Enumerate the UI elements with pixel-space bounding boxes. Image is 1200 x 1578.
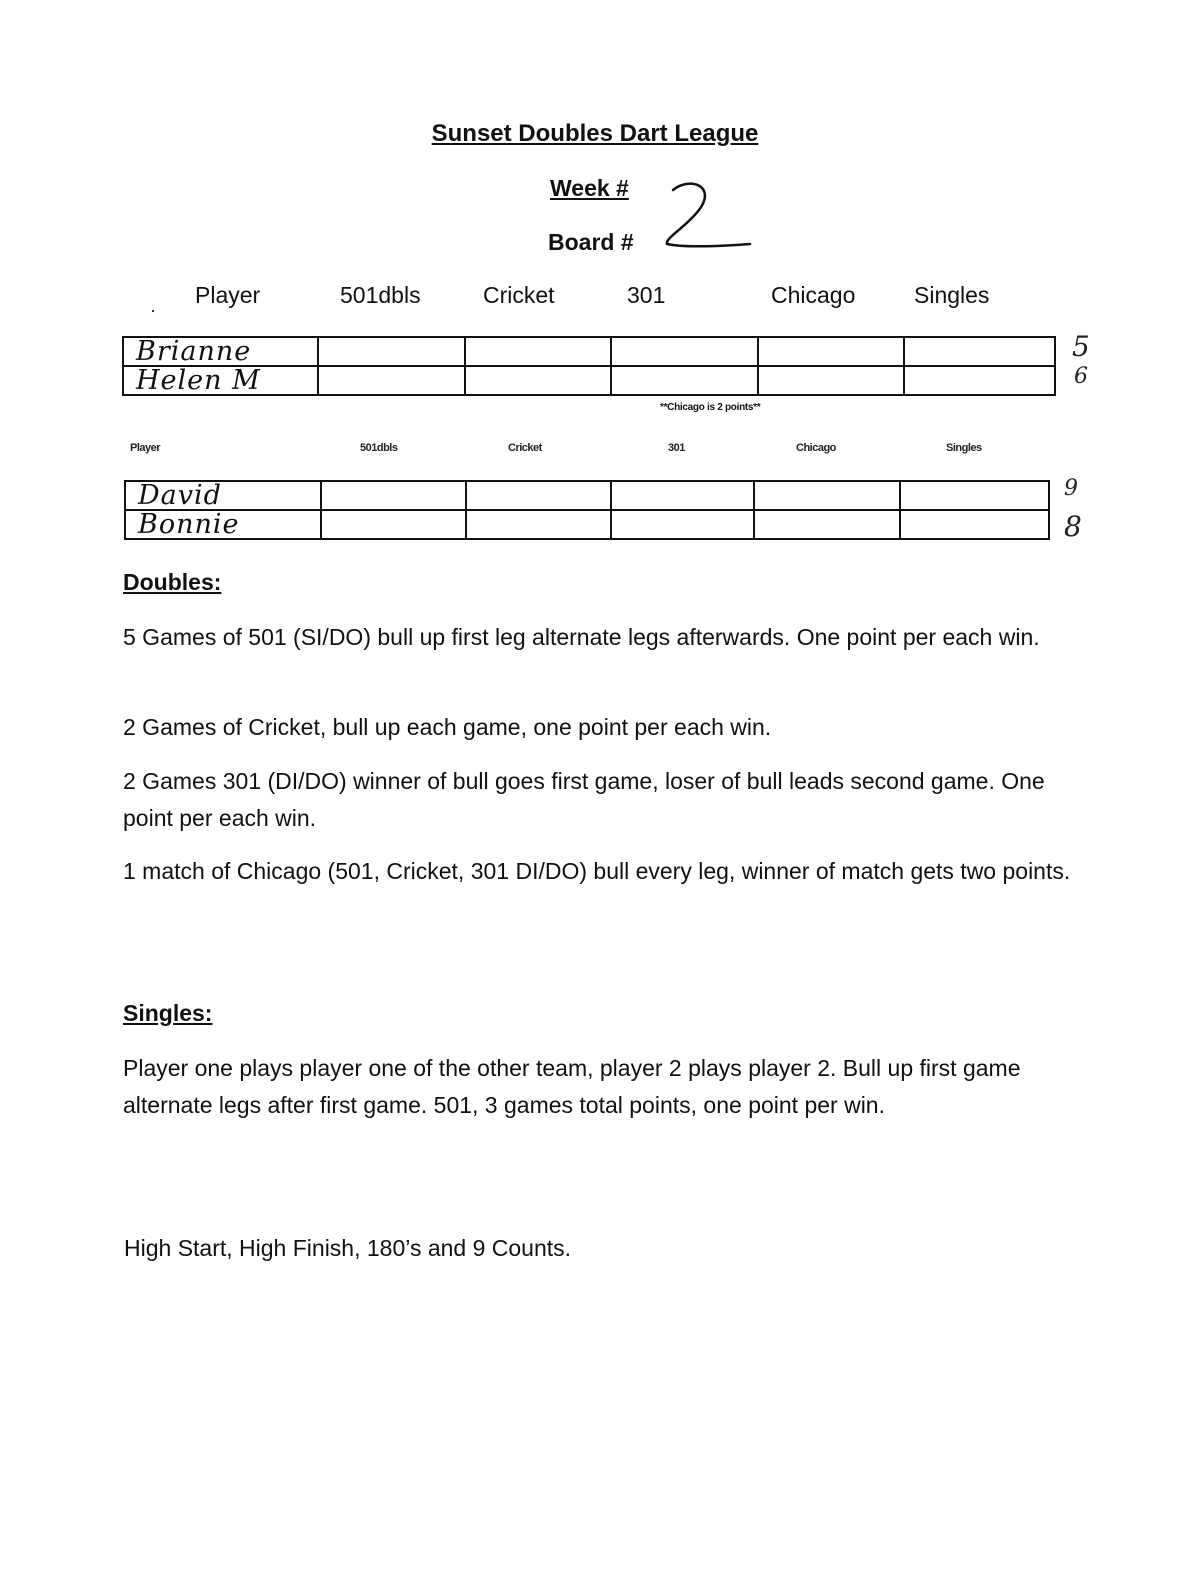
page-title: Sunset Doubles Dart League	[431, 120, 759, 147]
score-cell[interactable]	[318, 366, 465, 395]
singles-title: Singles:	[123, 1000, 213, 1026]
col-singles: Singles	[914, 282, 990, 308]
player-name[interactable]: Brianne	[123, 337, 318, 366]
col-301-small: 301	[668, 442, 685, 454]
score-cell[interactable]	[611, 481, 754, 510]
score-cell[interactable]	[758, 337, 905, 366]
footer-text: High Start, High Finish, 180’s and 9 Counts.	[124, 1235, 572, 1261]
score-cell[interactable]	[465, 366, 612, 395]
player-number: 9	[1064, 476, 1078, 501]
col-player-small: Player	[130, 442, 161, 454]
player-number: 8	[1064, 510, 1082, 543]
player-number: 6	[1074, 364, 1088, 389]
score-cell[interactable]	[321, 481, 466, 510]
doubles-title: Doubles:	[123, 569, 222, 595]
player-name[interactable]: Helen M	[123, 366, 318, 395]
score-cell[interactable]	[611, 337, 758, 366]
score-cell[interactable]	[466, 510, 611, 539]
score-cell[interactable]	[900, 481, 1049, 510]
score-cell[interactable]	[904, 337, 1055, 366]
col-301: 301	[627, 282, 666, 308]
player-number: 5	[1072, 330, 1090, 363]
score-cell[interactable]	[904, 366, 1055, 395]
score-cell[interactable]	[611, 510, 754, 539]
team1-score-table	[122, 336, 1056, 396]
col-cricket: Cricket	[483, 282, 555, 308]
score-cell[interactable]	[754, 510, 899, 539]
table-row	[125, 510, 1049, 539]
score-cell[interactable]	[754, 481, 899, 510]
stray-mark: ·	[150, 300, 156, 320]
chicago-note: **Chicago is 2 points**	[660, 402, 761, 413]
col-cricket-small: Cricket	[508, 442, 542, 454]
board-label: Board #	[548, 229, 634, 255]
table-row	[123, 337, 1055, 366]
doubles-rule: 2 Games 301 (DI/DO) winner of bull goes first game, loser of bull leads second game. One point per each win.	[123, 768, 1045, 831]
score-cell[interactable]	[318, 337, 465, 366]
player-name[interactable]: Bonnie	[125, 510, 321, 539]
col-chicago: Chicago	[771, 282, 856, 308]
week-label: Week #	[550, 175, 629, 201]
doubles-rule: 2 Games of Cricket, bull up each game, one point per each win.	[123, 714, 772, 740]
handwritten-week-number	[655, 178, 755, 253]
player-name[interactable]: David	[125, 481, 321, 510]
col-501dbls: 501dbls	[340, 282, 421, 308]
singles-rule: Player one plays player one of the other team, player 2 plays player 2. Bull up first game alternate legs after first game. 501, 3 games total points, one point per win.	[123, 1055, 1021, 1118]
col-501dbls-small: 501dbls	[360, 442, 398, 454]
team2-score-table	[124, 480, 1050, 540]
doubles-rule: 1 match of Chicago (501, Cricket, 301 DI/DO) bull every leg, winner of match gets two points.	[123, 858, 1071, 884]
score-cell[interactable]	[611, 366, 758, 395]
table-row	[125, 481, 1049, 510]
score-cell[interactable]	[321, 510, 466, 539]
table-row	[123, 366, 1055, 395]
doubles-rule: 5 Games of 501 (SI/DO) bull up first leg alternate legs afterwards. One point per each win.	[123, 624, 1040, 650]
col-player: Player	[195, 282, 261, 308]
score-cell[interactable]	[900, 510, 1049, 539]
score-cell[interactable]	[465, 337, 612, 366]
col-singles-small: Singles	[946, 442, 982, 454]
score-cell[interactable]	[758, 366, 905, 395]
col-chicago-small: Chicago	[796, 442, 836, 454]
score-cell[interactable]	[466, 481, 611, 510]
